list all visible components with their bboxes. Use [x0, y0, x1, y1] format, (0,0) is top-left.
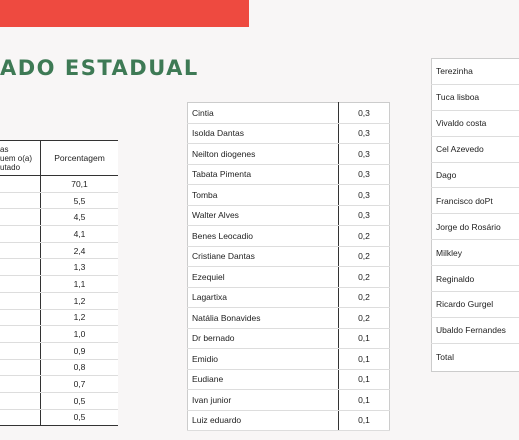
header-accent-bar	[0, 0, 249, 27]
row-percentage: 1,3	[41, 259, 119, 276]
table-row	[0, 342, 118, 359]
candidate-name: Terezinha	[432, 59, 519, 85]
table-row	[188, 308, 390, 329]
candidate-name: Natália Bonavides	[188, 308, 339, 329]
table-row	[0, 376, 118, 393]
page-title: ADO ESTADUAL	[0, 56, 199, 80]
candidate-percentage: 0,2	[339, 308, 390, 329]
candidate-name: Reginaldo	[432, 266, 519, 292]
row-label-cell	[0, 342, 41, 359]
row-percentage: 0,8	[41, 359, 119, 376]
candidate-percentage: 0,1	[339, 328, 390, 349]
table-row	[0, 292, 118, 309]
candidate-name: Milkley	[432, 240, 519, 266]
candidate-percentage: 0,2	[339, 246, 390, 267]
candidate-name: Neilton diogenes	[188, 144, 339, 165]
row-label-cell	[0, 409, 41, 426]
candidate-percentage: 0,2	[339, 226, 390, 247]
candidate-percentage: 0,2	[339, 267, 390, 288]
row-label-cell	[0, 226, 41, 243]
table-row	[432, 240, 519, 266]
row-percentage: 1,2	[41, 292, 119, 309]
row-percentage: 1,1	[41, 276, 119, 293]
row-percentage: 1,0	[41, 326, 119, 343]
table-row	[188, 246, 390, 267]
candidates-table	[187, 102, 390, 431]
candidate-name: Luiz eduardo	[188, 410, 339, 431]
row-label-cell	[0, 242, 41, 259]
row-label-cell	[0, 192, 41, 209]
candidate-name: Dr bernado	[188, 328, 339, 349]
candidate-name: Cintia	[188, 103, 339, 124]
candidates-table-right	[431, 58, 519, 372]
row-percentage: 5,5	[41, 192, 119, 209]
table-row	[188, 123, 390, 144]
table-row	[0, 392, 118, 409]
table-row	[188, 390, 390, 411]
table-row	[432, 317, 519, 343]
candidate-name: Tomba	[188, 185, 339, 206]
candidate-name: Tuca lisboa	[432, 84, 519, 110]
table-row	[0, 242, 118, 259]
candidate-name: Lagartixa	[188, 287, 339, 308]
row-label-cell	[0, 292, 41, 309]
row-label-cell	[0, 276, 41, 293]
table-row	[432, 214, 519, 240]
table-row	[0, 309, 118, 326]
row-percentage: 0,9	[41, 342, 119, 359]
table-row	[0, 192, 118, 209]
candidate-percentage: 0,1	[339, 369, 390, 390]
candidate-percentage: 0,3	[339, 185, 390, 206]
row-label-cell	[0, 326, 41, 343]
table-row	[0, 326, 118, 343]
candidate-name: Cristiane Dantas	[188, 246, 339, 267]
row-label-cell	[0, 392, 41, 409]
row-label-cell	[0, 359, 41, 376]
table-row	[432, 59, 519, 85]
candidate-name: Isolda Dantas	[188, 123, 339, 144]
table-row	[432, 292, 519, 318]
table-row	[188, 205, 390, 226]
table-row	[188, 349, 390, 370]
candidate-percentage: 0,1	[339, 349, 390, 370]
table-row	[188, 328, 390, 349]
table-row	[432, 136, 519, 162]
table-row	[432, 162, 519, 188]
candidate-percentage: 0,3	[339, 144, 390, 165]
row-percentage: 0,7	[41, 376, 119, 393]
candidate-percentage: 0,1	[339, 410, 390, 431]
table-row	[432, 110, 519, 136]
table-row	[432, 188, 519, 214]
candidate-percentage: 0,3	[339, 205, 390, 226]
candidate-name: Eudiane	[188, 369, 339, 390]
table-row	[188, 410, 390, 431]
candidate-percentage: 0,3	[339, 123, 390, 144]
percentage-table	[0, 140, 118, 426]
table-row	[0, 226, 118, 243]
table-row	[0, 176, 118, 193]
table-row	[0, 276, 118, 293]
candidate-name: Ezequiel	[188, 267, 339, 288]
candidate-name: Ivan junior	[188, 390, 339, 411]
table-row	[188, 164, 390, 185]
table-row	[0, 259, 118, 276]
candidate-name: Dago	[432, 162, 519, 188]
header-percentage: Porcentagem	[41, 141, 119, 176]
table-row	[188, 267, 390, 288]
candidate-name: Benes Leocadio	[188, 226, 339, 247]
candidate-name: Vivaldo costa	[432, 110, 519, 136]
row-label-cell	[0, 309, 41, 326]
table-row	[188, 287, 390, 308]
header-label: as uem o(a) utado	[0, 141, 41, 176]
total-label: Total	[432, 343, 519, 371]
candidate-percentage: 0,2	[339, 287, 390, 308]
table-row	[0, 209, 118, 226]
table-row	[0, 359, 118, 376]
candidate-name: Tabata Pimenta	[188, 164, 339, 185]
table-row	[432, 266, 519, 292]
candidate-name: Francisco doPt	[432, 188, 519, 214]
table-row	[432, 84, 519, 110]
row-percentage: 0,5	[73, 412, 86, 423]
row-percentage: 4,1	[41, 226, 119, 243]
candidate-name: Jorge do Rosário	[432, 214, 519, 240]
candidate-name: Walter Alves	[188, 205, 339, 226]
table-header-row	[0, 141, 118, 176]
row-percentage: 4,5	[41, 209, 119, 226]
row-label-cell	[0, 259, 41, 276]
table-row	[188, 103, 390, 124]
row-percentage: 0,5	[41, 392, 119, 409]
candidate-name: Ubaldo Fernandes	[432, 317, 519, 343]
table-row	[188, 185, 390, 206]
row-percentage: 70,1	[41, 176, 119, 193]
row-percentage: 1,2	[41, 309, 119, 326]
candidate-percentage: 0,1	[339, 390, 390, 411]
candidate-name: Cel Azevedo	[432, 136, 519, 162]
row-percentage: 2,4	[41, 242, 119, 259]
row-label-cell	[0, 209, 41, 226]
candidate-name: Ricardo Gurgel	[432, 292, 519, 318]
row-label-cell	[0, 376, 41, 393]
table-row	[188, 226, 390, 247]
candidate-percentage: 0,3	[339, 164, 390, 185]
row-label-cell	[0, 176, 41, 193]
table-row	[0, 409, 118, 426]
candidate-percentage: 0,3	[339, 103, 390, 124]
table-row	[188, 369, 390, 390]
candidate-name: Emidio	[188, 349, 339, 370]
table-row	[188, 144, 390, 165]
table-row	[432, 343, 519, 371]
